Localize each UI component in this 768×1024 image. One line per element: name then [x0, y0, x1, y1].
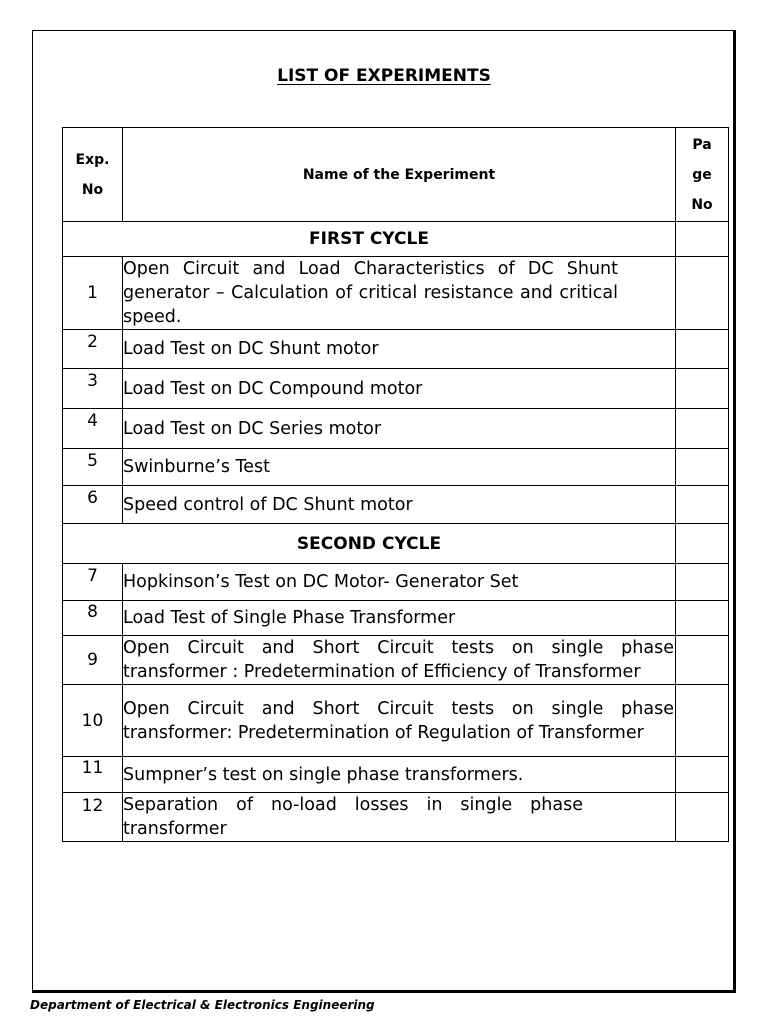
page-no-cell — [676, 636, 729, 685]
experiment-name: Load Test on DC Shunt motor — [123, 330, 676, 369]
table-row — [63, 757, 729, 793]
experiment-name: Separation of no-load losses in single phase transformer — [123, 793, 676, 842]
department-footer: Department of Electrical & Electronics Engineering — [30, 998, 375, 1012]
table-row — [63, 449, 729, 486]
table-row — [63, 636, 729, 685]
table-row — [63, 409, 729, 449]
experiments-table — [62, 127, 729, 842]
exp-number: 9 — [63, 636, 123, 685]
page-no-cell — [676, 685, 729, 757]
experiment-name: Load Test on DC Compound motor — [123, 369, 676, 409]
exp-number: 11 — [63, 757, 123, 793]
exp-no-header: Exp. No — [63, 128, 123, 222]
table-row — [63, 564, 729, 601]
exp-number: 1 — [63, 257, 123, 330]
page-no-cell — [676, 222, 729, 257]
exp-number: 3 — [63, 369, 123, 409]
experiment-name-header: Name of the Experiment — [123, 128, 676, 222]
table-row — [63, 793, 729, 842]
table-row — [63, 330, 729, 369]
exp-number: 5 — [63, 449, 123, 486]
experiment-name: Load Test of Single Phase Transformer — [123, 601, 676, 636]
table-row — [63, 685, 729, 757]
experiment-name: Sumpner’s test on single phase transformers. — [123, 757, 676, 793]
table-row — [63, 257, 729, 330]
page-title: LIST OF EXPERIMENTS — [277, 66, 491, 86]
exp-number: 2 — [63, 330, 123, 369]
experiment-name: Load Test on DC Series motor — [123, 409, 676, 449]
second-cycle-row — [63, 524, 729, 564]
page-no-cell — [676, 564, 729, 601]
experiment-name: Open Circuit and Short Circuit tests on single phase transformer: Predetermination of Regulation of Transformer — [123, 685, 676, 757]
table-row — [63, 369, 729, 409]
exp-number: 7 — [63, 564, 123, 601]
page-no-header: Pa ge No — [676, 128, 729, 222]
exp-number: 12 — [63, 793, 123, 842]
exp-number: 6 — [63, 486, 123, 524]
page-no-cell — [676, 486, 729, 524]
table-row — [63, 486, 729, 524]
table-header-row — [63, 128, 729, 222]
table-row — [63, 601, 729, 636]
page-no-cell — [676, 409, 729, 449]
exp-number: 10 — [63, 685, 123, 757]
page-no-cell — [676, 369, 729, 409]
exp-number: 4 — [63, 409, 123, 449]
experiment-name: Swinburne’s Test — [123, 449, 676, 486]
page-no-cell — [676, 330, 729, 369]
page-no-cell — [676, 793, 729, 842]
page-no-cell — [676, 757, 729, 793]
exp-number: 8 — [63, 601, 123, 636]
page-no-cell — [676, 524, 729, 564]
first-cycle-label: FIRST CYCLE — [63, 222, 676, 257]
page-no-cell — [676, 449, 729, 486]
experiment-name: Open Circuit and Load Characteristics of DC Shunt generator – Calculation of critical resistance and critical speed. — [123, 257, 676, 330]
page-no-cell — [676, 257, 729, 330]
first-cycle-row — [63, 222, 729, 257]
experiment-name: Hopkinson’s Test on DC Motor- Generator Set — [123, 564, 676, 601]
page-no-cell — [676, 601, 729, 636]
second-cycle-label: SECOND CYCLE — [63, 524, 676, 564]
experiment-name: Open Circuit and Short Circuit tests on single phase transformer : Predetermination of Efficiency of Transformer — [123, 636, 676, 685]
experiment-name: Speed control of DC Shunt motor — [123, 486, 676, 524]
